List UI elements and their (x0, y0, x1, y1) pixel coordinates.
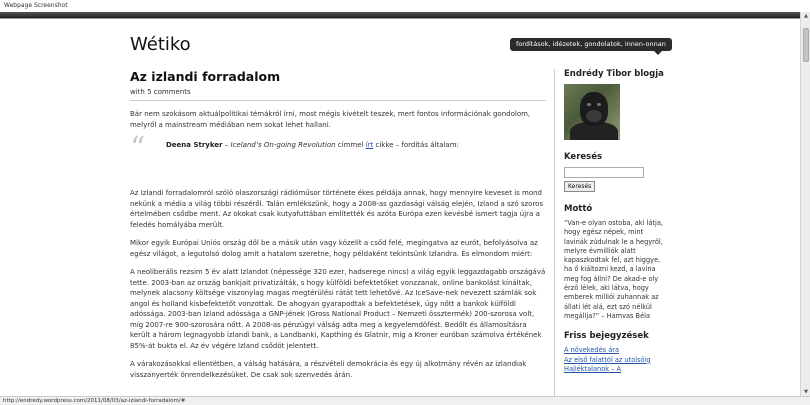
site-tagline: fordítások, idézetek, gondolatok, innen-onnan (510, 38, 672, 51)
recent-posts-list (564, 346, 668, 375)
page-content (0, 19, 800, 396)
search-input[interactable] (564, 167, 644, 178)
source-link[interactable]: írt (365, 141, 374, 149)
sidebar (554, 69, 668, 396)
vertical-scrollbar[interactable] (800, 12, 810, 396)
recent-post-link[interactable]: A növekedés ára (564, 346, 619, 355)
post-paragraph: Mikor egyik Európai Uniós ország dől be a másik után vagy közelít a csőd felé, megingatva az eurót, befolyásolva az egész világot, a legutolsó dolog amit a hatalom szeretne, hogy példaként tekintsünk Izlandra. És elmondom miért: (130, 239, 538, 258)
scroll-up-icon[interactable]: ▲ (804, 13, 808, 19)
search-button[interactable]: Keresés (564, 181, 595, 192)
scroll-thumb[interactable] (803, 28, 809, 62)
post-intro: Bár nem szokásom aktuálpolitikai témákról írni, most mégis kivételt teszek, mert fontos információnak gondolom, melyről a mainstream médiában nem sokat lehet hallani. (130, 110, 531, 129)
gorilla-eye (587, 103, 591, 106)
post-main (130, 69, 546, 388)
post-meta (130, 88, 546, 101)
quote-author: Deena Stryker (166, 141, 223, 149)
motto-title: Mottó (564, 204, 593, 214)
site-title[interactable]: Wétiko (130, 34, 191, 55)
post-paragraph: A várakozásokkal ellentétben, a válság hatására, a részvételi demokrácia és egy új alkotmány révén az izlandiak visszanyerték önrendelkezésüket. De csak sok szenvedés árán. (130, 360, 527, 379)
quote-middle: címmel (335, 141, 366, 149)
status-bar: http://endredy.wordpress.com/2011/08/03/az-izlandi-forradalom/# (0, 396, 810, 405)
recent-posts-title: Friss bejegyzések (564, 331, 649, 342)
quote-work: Iceland’s On-going Revolution (230, 141, 336, 149)
motto-text: “Van-e olyan ostoba, aki látja, hogy egész népek, mint lavinák zúdulnak le a hegyről, melyre évmilliók alatt kapaszkodtak fel, azt higgye, ha ő kiáltozni kezd, a lavina meg fog állni? De akad-e oly érző lélek, aki látva, hogy emberek milliói zuhannak az állati lét alá, ezt szó nélkül megállja?” – Hamvas Béla (564, 219, 663, 320)
window-title: Webpage Screenshot (0, 0, 810, 12)
quote-mark-icon: “ (130, 131, 146, 166)
scroll-down-icon[interactable]: ▼ (804, 389, 808, 395)
search-title: Keresés (564, 152, 603, 162)
recent-post-link[interactable]: Hajléktalanok – A (564, 365, 622, 374)
post-title[interactable]: Az izlandi forradalom (130, 69, 281, 84)
top-bar (0, 12, 800, 19)
quote-dash: – (222, 141, 231, 149)
quote-end: cikke – fordítás általam: (373, 141, 459, 149)
gorilla-muzzle (586, 110, 602, 122)
post-paragraph: Az Izlandi forradalomról szóló olaszországi rádióműsor története ékes példája annak, hogy mennyire keveset is mond nekünk a média a világ többi részéről. Talán emlékszünk, hogy a 2008-as gazdasági válság elején, Izland a szó szoros értelmében csődbe ment. Az okokat csak kutyafuttában említették és azóta Európa ezen kevésbé ismert tagja újra a feledés homályába merült. (130, 189, 544, 229)
blockquote (130, 131, 546, 178)
avatar[interactable] (564, 84, 620, 140)
gorilla-eye (597, 103, 601, 106)
comments-link[interactable]: with 5 comments (130, 88, 191, 96)
recent-post-link[interactable]: Az első falattól az utolsóig (564, 355, 651, 364)
blog-title: Endrédy Tibor blogja (564, 69, 664, 79)
quote-text (166, 138, 546, 150)
post-paragraph: A neoliberális rezsim 5 év alatt Izlandot (népessége 320 ezer, hadserege nincs) a világ egyik leggazdagabb országává tette. 2003-ban az ország bankjait privatizálták, s hogy külföldi befektetőket vonzzanak, online bankolást kínáltak, melynek alacsony költsége viszonylag magas megtérülési rátát tett lehetővé. Az IceSave-nek nevezett számlák sok angol és holland kisbefektetőt vonzottak. De ahogyan gyarapodtak a befektetések, úgy nőtt a bankok külföldi adóssága. 2003-ban Izland adóssága a GNP-jének (Gross National Product – Nemzeti össztermék) 200-szorosa volt, míg 2007-re 900-szorosára nőtt. A 2008-as pénzügyi válság adta meg a kegyelemdöfést. Bedőlt és államosításra került a három legnagyobb izlandi bank, a Landbanki, Kapthing és Glatnir, míg a Kroner euróban számolva értékének 85%-át bukta el. Az év végére Izland csődöt jelentett. (130, 268, 546, 350)
